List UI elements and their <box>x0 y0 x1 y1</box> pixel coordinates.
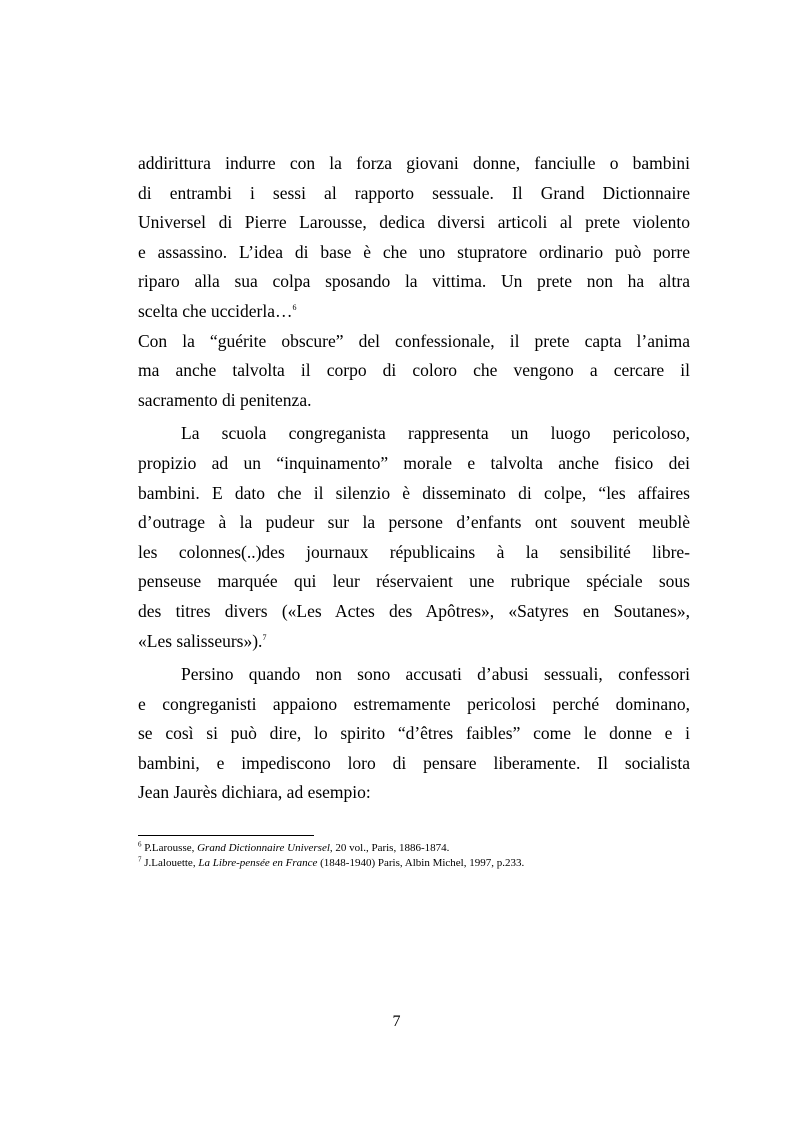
text-line: les colonnes(..)des journaux républicains à la sensibilité libre- <box>138 541 690 562</box>
text-line: des titres divers («Les Actes des Apôtres», «Satyres en Soutanes», <box>138 600 690 621</box>
text-line-with-footnote <box>138 627 690 657</box>
text-line: Jean Jaurès dichiara, ad esempio: <box>138 782 371 803</box>
paragraph-start-line: Persino quando non sono accusati d’abusi sessuali, confessori <box>181 664 690 685</box>
text-line: di entrambi i sessi al rapporto sessuale. Il Grand Dictionnaire <box>138 182 690 203</box>
text-line: Universel di Pierre Larousse, dedica diversi articoli al prete violento <box>138 212 690 233</box>
text-line-with-footnote <box>138 297 690 327</box>
page-number: 7 <box>392 1013 401 1030</box>
footnote-author: J.Lalouette, <box>144 857 199 869</box>
footnote-separator <box>138 835 314 836</box>
text-line: se così si può dire, lo spirito “d’êtres faibles” come le donne e i <box>138 723 690 744</box>
text-line: propizio ad un “inquinamento” morale e talvolta anche fisico dei <box>138 452 690 473</box>
paragraph-start-line: La scuola congreganista rappresenta un luogo pericoloso, <box>181 423 690 444</box>
footnote-details: , 20 vol., Paris, 1886-1874. <box>329 842 450 854</box>
footnote-number: 7 <box>138 855 142 864</box>
footnote-7 <box>138 856 698 871</box>
text-line: e assassino. L’idea di base è che uno stupratore ordinario può porre <box>138 241 690 262</box>
footnote-title: La Libre-pensée en France <box>198 857 318 869</box>
footnote-details: (1848-1940) Paris, Albin Michel, 1997, p.233. <box>317 857 525 869</box>
text-line: riparo alla sua colpa sposando la vittima. Un prete non ha altra <box>138 271 690 292</box>
footnote-6 <box>138 841 698 856</box>
text-line: penseuse marquée qui leur réservaient une rubrique spéciale sous <box>138 571 690 592</box>
text-line: addirittura indurre con la forza giovani donne, fanciulle o bambini <box>138 153 690 173</box>
footnote-reference-6[interactable]: 6 <box>292 303 297 313</box>
footnote-title: Grand Dictionnaire Universel <box>197 842 330 854</box>
text-line: scelta che ucciderla… <box>138 300 293 321</box>
footnote-number: 6 <box>138 840 142 849</box>
text-line: «Les salisseurs»). <box>138 630 263 651</box>
footnote-author: P.Larousse, <box>144 842 198 854</box>
text-line: bambini, e impediscono loro di pensare liberamente. Il socialista <box>138 752 690 773</box>
footnote-reference-7[interactable]: 7 <box>262 632 267 642</box>
text-line: ma anche talvolta il corpo di coloro che vengono a cercare il <box>138 360 690 381</box>
text-line: d’outrage à la pudeur sur la persone d’enfants ont souvent meublè <box>138 512 690 533</box>
body-text <box>138 149 690 808</box>
text-line: sacramento di penitenza. <box>138 389 312 410</box>
text-line: e congreganisti appaiono estremamente pericolosi perché dominano, <box>138 693 690 714</box>
footnotes <box>138 841 698 871</box>
text-line: Con la “guérite obscure” del confessionale, il prete capta l’anima <box>138 330 690 351</box>
text-line: bambini. E dato che il silenzio è disseminato di colpe, “les affaires <box>138 482 690 503</box>
